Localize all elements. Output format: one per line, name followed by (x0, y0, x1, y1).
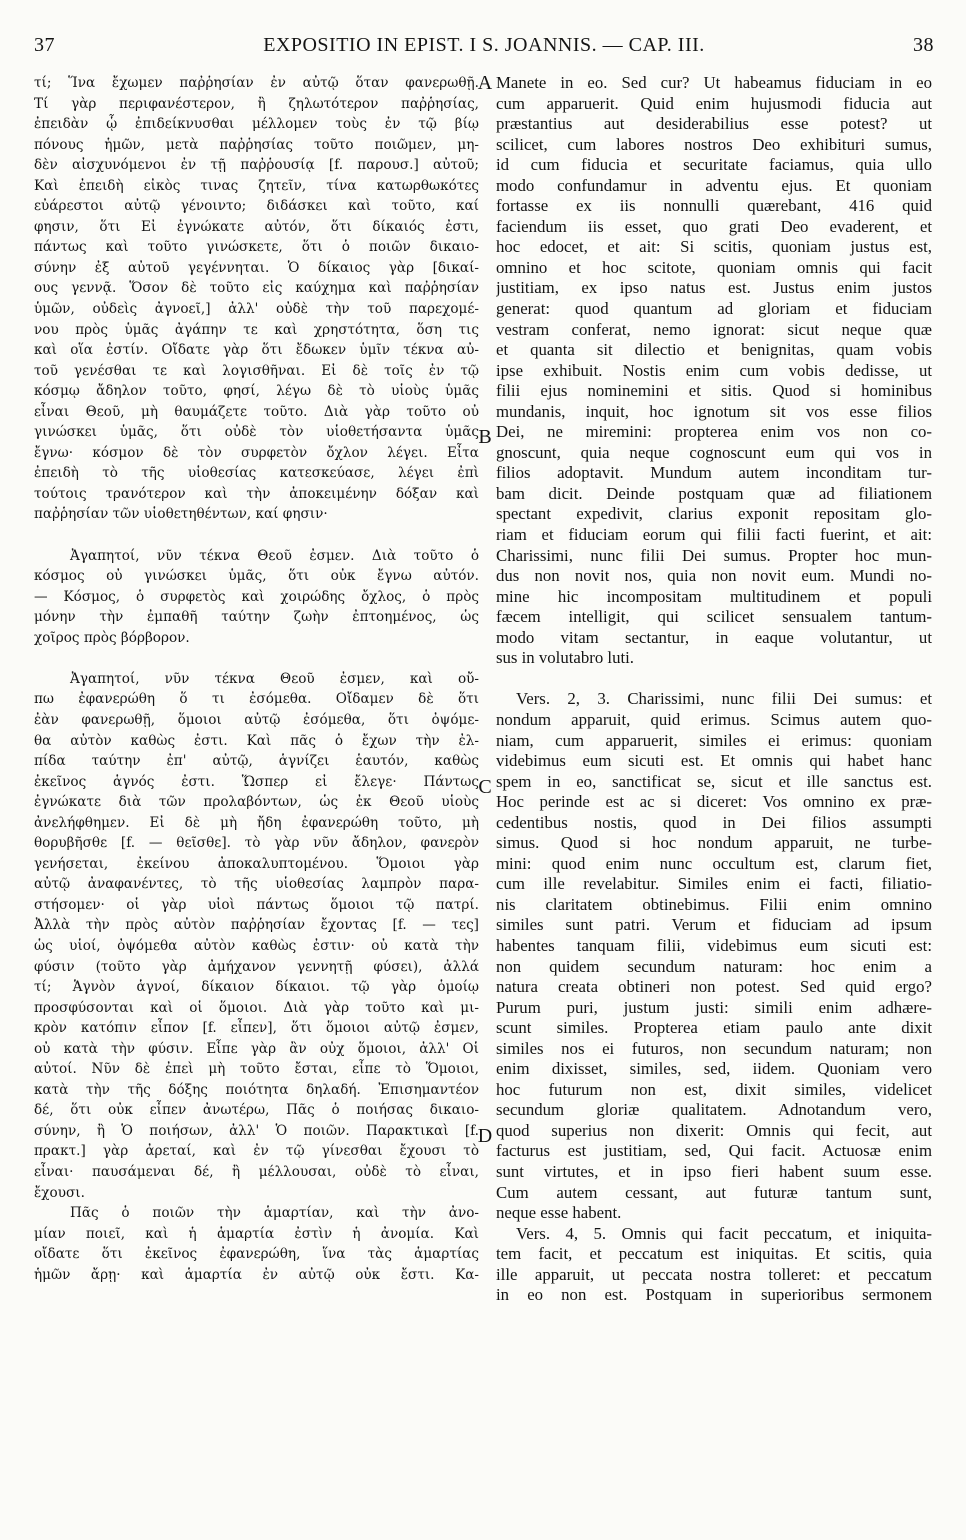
text-line: τί; Ἵνα ἔχωμεν παῤῥησίαν ἐν αὐτῷ ὅταν φανερωθῇ. (34, 75, 479, 91)
text-line: θορυβῆσθε [f. — θεῖσθε]. τὸ γὰρ νῦν ἄδηλον, φανερὸν (34, 835, 479, 852)
greek-text-column (34, 73, 479, 1285)
text-line: hoc edocet, et ait: Si scitis, quoniam justus est, (496, 237, 932, 257)
text-line: Vers. 4, 5. Omnis qui facit peccatum, et iniquita- (516, 1223, 932, 1243)
text-line: ἔχουσι. (34, 1184, 85, 1201)
text-line: ἔγνω· κόσμον δὲ τὸν συρφετὸν ὄχλον λέγει. Εἶτα (34, 444, 479, 461)
text-line: ille apparuit, ut peccata nostra tolleret: et peccatum (496, 1264, 932, 1284)
text-line: habentes tanquam filii, videbimus eum sicuti est: (496, 935, 932, 955)
text-line: facturus est justitiam, sed, Qui facit. Actuosæ enim (496, 1141, 932, 1161)
text-line: sunt virtutes, et in ipso fieri habent suum esse. (496, 1161, 932, 1181)
text-line: natura creata obtineri non potest. Sed quid ergo? (496, 977, 932, 997)
text-line: εἶναι· παυσάμεναι δέ, ἢ μέλλουσαι, οὐδὲ τὸ εἶναι, (34, 1163, 479, 1180)
text-line: ἐγνώκατε διὰ τῶν προλαβόντων, ὡς ἐκ Θεοῦ υἱοὺς (34, 794, 479, 811)
text-line: filios adoptavit. Mundum autem inconditam tur- (496, 463, 932, 483)
text-line: τούτοις τρανότερον καὶ τὴν ἀποκειμένην δόξαν καὶ (34, 485, 479, 502)
text-line: πόνους ἡμῶν, μετὰ παῤῥησίας τοῦτο ποιῶμεν, μη- (34, 136, 479, 153)
page-number-right: 38 (913, 34, 934, 56)
text-line: Ἀλλὰ τὴν πρὸς αὐτὸν παῤῥησίαν ἔχοντας [f. — τες] (34, 917, 479, 934)
text-line: modo confundamur in adventu ejus. Et quoniam (496, 175, 932, 195)
text-line: στήσομεν· οἱ γὰρ υἱοὶ πάντως ὅμοιοι τῷ πατρί. (34, 896, 479, 913)
text-line: ὑμῶν, οὐδεὶς ἀγνοεῖ,] ἀλλ' οὐδὲ τὴν τοῦ παρεχομέ- (34, 301, 479, 318)
text-line: simus. Quod si hoc nondum apparuit, ne turbe- (496, 833, 932, 853)
text-line: similes sunt patri. Verum et fiduciam ad ipsum (496, 915, 932, 935)
text-line: Τί γὰρ περιφανέστερον, ἢ ζηλωτότερον παῤῥησίας, (34, 95, 479, 112)
text-line: Manete in eo. Sed cur? Ut habeamus fiduciam in eo (496, 73, 932, 92)
margin-marker-b: B (478, 426, 492, 448)
text-line: scilicet, cum labores nostros Deo exhibituri sumus, (496, 134, 932, 154)
text-line: παῤῥησίαν τῶν υἱοθετηθέντων, καί φησιν· (34, 506, 328, 523)
latin-text-column (496, 73, 932, 1306)
text-line: cedentibus nostis, quod in Dei filios assumpti (496, 812, 932, 832)
text-line: Purum puri, justum justi: simili enim adhære- (496, 997, 932, 1017)
text-line: fæcem intelligit, qui scilicet sensualem tantum- (496, 607, 932, 627)
text-line: Hoc perinde est ac si diceret: Vos omnino ex præ- (496, 792, 932, 812)
text-line: ipse exhibuit. Nostis enim cum vobis dedisse, ut (496, 360, 932, 380)
paragraph-gap (496, 669, 932, 690)
margin-marker-a: A (477, 72, 493, 94)
text-line: δὲν αἰσχυνόμενοι ἐν τῇ παῤῥουσίᾳ [f. παρουσ.] αὐτοῦ; (34, 157, 479, 174)
text-line: αὐτῷ ἀναφανέντες, τὸ τῆς υἱοθεσίας λαμπρὸν παρα- (34, 876, 479, 893)
text-line: gnoscunt, quia neque cognoscunt eum qui vos in (496, 442, 932, 462)
text-line: ἡμῶν ἄρῃ· καὶ ἁμαρτία ἐν αὐτῷ οὐκ ἔστι. Κα- (34, 1266, 479, 1283)
text-line: ἐὰν φανερωθῇ, ὅμοιοι αὐτῷ ἐσόμεθα, ὅτι ὀψόμε- (34, 711, 479, 728)
text-line: sus in volutabro luti. (496, 648, 634, 668)
text-line: enim dixisset, similes, sed, iidem. Quoniam vero (496, 1059, 932, 1079)
paragraph-gap (34, 525, 479, 546)
text-line: bam dicit. Deinde postquam quæ ad filiationem (496, 483, 932, 503)
text-line: mini: quod enim nunc occultum est, clarum fiet, (496, 853, 932, 873)
text-line: secundum gloriæ qualitatem. Adnotandum vero, (496, 1100, 932, 1120)
text-line: justitiam, ex ipso natus est. Justus enim justos (496, 278, 932, 298)
text-line: ους γεννᾷ. Ὅσον δὲ τοῦτο εἰς καύχημα καὶ παῤῥησίαν (34, 280, 479, 297)
text-line: fortasse ex iis nonnulli quærebant, 416 quid (496, 196, 932, 216)
text-line: omnino et hoc scitote, quoniam omnis qui facit (496, 257, 932, 277)
text-line: cum apparuerit. Quid enim hujusmodi fiducia aut (496, 93, 932, 113)
text-line: κόσμος οὐ γινώσκει ὑμᾶς, ὅτι οὐκ ἔγνω αὐτόν. (34, 568, 479, 585)
paragraph-gap (34, 648, 479, 669)
text-line: Πᾶς ὁ ποιῶν τὴν ἁμαρτίαν, καὶ τὴν ἀνο- (70, 1205, 479, 1222)
text-line: generat: quod quantum ad gloriam et fiduciam (496, 299, 932, 319)
text-line: id cum fiducia et securitate faciamus, quia ullo (496, 155, 932, 175)
text-line: πάντως καὶ τοῦτο γινώσκετε, ὅτι ὁ ποιῶν δικαιο- (34, 239, 479, 256)
text-line: faciendum iis esset, quo grati Deo evaderent, et (496, 216, 932, 236)
text-line: πρακτ.] γὰρ ἀρεταί, καὶ ἐν τῷ γίνεσθαι ἔχουσι τὸ (34, 1143, 479, 1160)
text-line: in eo non est. Postquam in superioribus sermonem (496, 1285, 932, 1305)
text-line: ἐπειδὴ τὸ τῆς υἱοθεσίας κατεσκεύασε, λέγει ἐπὶ (34, 465, 479, 482)
text-line: πίδα ταύτην ἐπ' αὐτῷ, ἁγνίζει ἑαυτόν, καθὼς (34, 753, 479, 770)
text-line: ὡς υἱοί, ὀψόμεθα αὐτὸν καθὼς ἐστιν· οὐ κατὰ τὴν (34, 937, 479, 954)
text-line: κρὸν κατόπιν εἶπον [f. εἶπεν], ὅτι ὅμοιοι αὐτῷ ἐσμεν, (34, 1020, 479, 1037)
text-line: vestram conferat, nemo ignorat: sicut neque quæ (496, 319, 932, 339)
text-line: ἐπειδὰν ᾧ ἐπιδείκνυσθαι μέλλομεν τοὺς ἐν τῷ βίῳ (34, 116, 479, 133)
text-line: κατὰ τὴν τῆς δόξης ποιότητα δηλαδή. Ἐπισημαντέον (34, 1081, 479, 1098)
text-line: similes nos ei futuros, non secundum naturam; non (496, 1038, 932, 1058)
text-line: niam, cum apparuerit, similes ei erimus: quoniam (496, 730, 932, 750)
text-line: τοῦ γενέσθαι τε καὶ λογισθῆναι. Εἰ δὲ τοῖς ἐν τῷ (34, 362, 479, 379)
text-line: νου πρὸς ὑμᾶς ἀγάπην τε καὶ χρηστότητα, ὅση τις (34, 321, 479, 338)
running-header (34, 34, 934, 60)
text-line: σύνην ἐξ αὐτοῦ γεγέννηται. Ὁ δίκαιος γὰρ [δικαί- (34, 259, 479, 276)
text-line: non quidem secundum naturam: hoc enim a (496, 956, 932, 976)
text-line: mundanis, inquit, hoc ignotum sit vos esse filios (496, 401, 932, 421)
text-line: Καὶ ἐπειδὴ εἰκὸς τινας ζητεῖν, τίνα κατωρθωκότες (34, 177, 479, 194)
text-line: δέ, ὅτι οὐκ εἶπεν ἀνωτέρω, Πᾶς ὁ ποιήσας δικαιο- (34, 1102, 479, 1119)
margin-marker-d: D (477, 1125, 493, 1147)
text-line: εἶναι Θεοῦ, μὴ θαυμάζετε τοῦτο. Διὰ γὰρ τοῦτο οὐ (34, 403, 479, 420)
text-line: Vers. 2, 3. Charissimi, nunc filii Dei sumus: et (516, 689, 932, 709)
text-line: ἐκεῖνος ἁγνός ἐστι. Ὥσπερ εἰ ἔλεγε· Πάντως (34, 773, 479, 790)
text-line: Cum autem cessant, aut futuræ tantum sunt, (496, 1182, 932, 1202)
text-line: spem in eo, sanctificat se, sicut et ille sanctus est. (496, 771, 932, 791)
text-line: mine hic incompositam multitudinem et populi (496, 586, 932, 606)
text-line: dus non novit nos, quia non novit eum. Mundi no- (496, 566, 932, 586)
text-line: μόνην τὴν ἐμπαθῆ ταύτην ζωὴν ἐπτοημένος, ὡς (34, 609, 479, 626)
text-line: Charissimi, nunc filii Dei sumus. Propter hoc mun- (496, 545, 932, 565)
text-line: neque esse habent. (496, 1203, 622, 1223)
text-line: præstantius aut desiderabilius esse potest? ut (496, 114, 932, 134)
text-line: κόσμῳ ἄδηλον τοῦτο, φησί, λέγω δὲ τὸ υἱοὺς ὑμᾶς (34, 383, 479, 400)
text-line: οἴδατε ὅτι ἐκεῖνος ἐφανερώθη, ἵνα τὰς ἁμαρτίας (34, 1246, 479, 1263)
text-line: — Κόσμος, ὁ συρφετὸς καὶ χοιρώδης ὄχλος, ὁ πρὸς (34, 588, 479, 605)
text-line: et quanta sit dilectio et benignitas, quam vobis (496, 340, 932, 360)
text-line: εὐάρεστοι αὐτῷ γένοιντο; διδάσκει καὶ τοῦτο, καί (34, 198, 479, 215)
text-line: Dei, ne miremini: propterea enim vos non co- (496, 422, 932, 442)
running-title: EXPOSITIO IN EPIST. I S. JOANNIS. — CAP. III. (263, 34, 705, 56)
text-line: tem facit, et peccatum est iniquitas. Et scitis, quia (496, 1244, 932, 1264)
text-line: καὶ οἵα ἐστίν. Οἴδατε γὰρ ὅτι ἔδωκεν ὑμῖν τέκνα αὐ- (34, 342, 479, 359)
page-number-left: 37 (34, 34, 55, 56)
text-line: φησιν, ὅτι Εἰ ἐγνώκατε αὐτόν, ὅτι δίκαιός ἐστι, (34, 218, 479, 235)
text-line: Ἀγαπητοί, νῦν τέκνα Θεοῦ ἐσμεν, καὶ οὔ- (70, 670, 479, 687)
text-line: αὐτοί. Νῦν δὲ ἐπεὶ μὴ τοῦτο ἔσται, εἶπε τὸ Ὅμοιοι, (34, 1061, 479, 1078)
text-line: modo vitam sectantur, in eaque volutantur, ut (496, 627, 932, 647)
text-line: πω ἐφανερώθη ὅ τι ἐσόμεθα. Οἴδαμεν δὲ ὅτι (34, 691, 479, 708)
text-line: quod superius non dixerit: Omnis qui fecit, aut (496, 1120, 932, 1140)
text-line: τί; Ἁγνὸν ἁγνοί, δίκαιον δίκαιοι. τῷ γὰρ ὁμοίῳ (34, 979, 479, 996)
text-line: nondum apparuit, quid erimus. Scimus autem quo- (496, 709, 932, 729)
text-line: nis claritatem obtinebimus. Filii enim omnino (496, 894, 932, 914)
text-line: φύσιν (τοῦτο γὰρ ἀμήχανον γεννητῇ φύσει), ἀλλά (34, 958, 479, 975)
text-line: Ἀγαπητοί, νῦν τέκνα Θεοῦ ἐσμεν. Διὰ τοῦτο ὁ (70, 547, 479, 564)
text-line: ἀνελήφθημεν. Εἰ δὲ μὴ ἤδη ἐφανερώθη τοῦτο, μὴ (34, 814, 479, 831)
text-line: hoc futurum non est, dixit similes, videlicet (496, 1079, 932, 1099)
text-line: προσφύσονται καὶ οἱ ὅμοιοι. Διὰ γὰρ τοῦτο καὶ μι- (34, 999, 479, 1016)
text-line: cum ille revelabitur. Similes enim ei facti, filiatio- (496, 874, 932, 894)
text-line: σύνην, ἢ Ὁ ποιήσων, ἀλλ' Ὁ ποιῶν. Παρακτικαὶ [f. (34, 1122, 479, 1139)
text-line: γενήσεται, ἐκείνου ἀποκαλυπτομένου. Ὅμοιοι γὰρ (34, 855, 479, 872)
text-line: riam et fiduciam eorum qui filii facti fuerint, et ait: (496, 525, 932, 545)
text-line: γινώσκει ὑμᾶς, ὅτι οὐδὲ τὸν υἱοθετήσαντα ὑμᾶς (34, 424, 479, 441)
text-line: θα αὐτὸν καθὼς ἐστι. Καὶ πᾶς ὁ ἔχων τὴν ἐλ- (34, 732, 479, 749)
margin-marker-c: C (478, 776, 492, 798)
text-line: spectant expedivit, clarius exponit repositam glo- (496, 504, 932, 524)
text-line: χοῖρος πρὸς βόρβορον. (34, 629, 190, 646)
text-line: οὐ κατὰ τὴν φύσιν. Εἶπε γὰρ ἂν οὐχ ὅμοιοι, ἀλλ' Οἱ (34, 1040, 479, 1057)
text-line: μίαν ποιεῖ, καὶ ἡ ἁμαρτία ἐστὶν ἡ ἀνομία. Καὶ (34, 1225, 479, 1242)
text-line: videbimus eum sicuti est. Et omnis qui habet hanc (496, 751, 932, 771)
text-line: filii ejus nominemini et sitis. Quod si hominibus (496, 381, 932, 401)
text-line: scunt similes. Propterea etiam paulo ante dixit (496, 1018, 932, 1038)
